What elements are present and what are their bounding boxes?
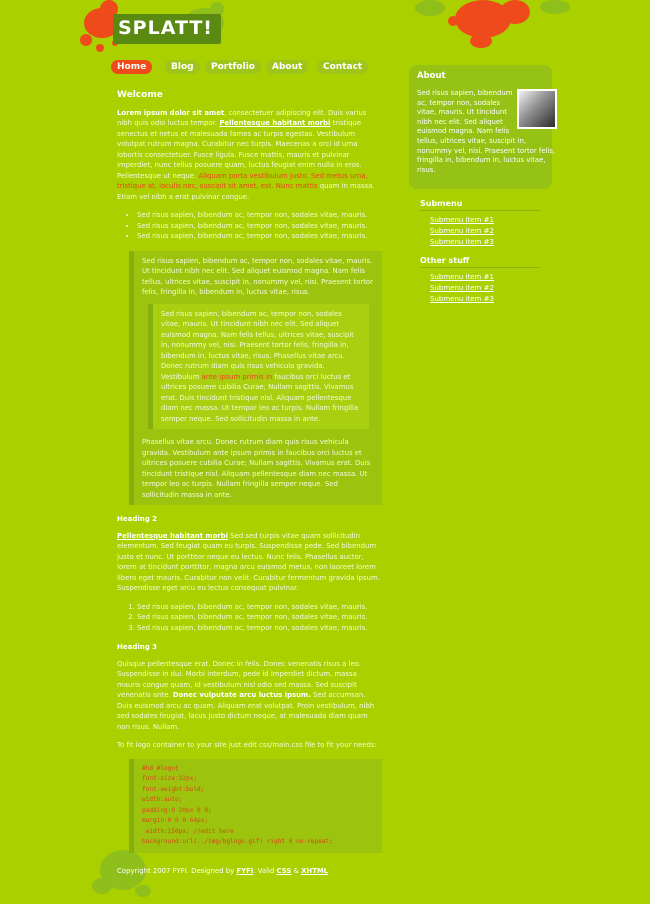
other-item-2[interactable]: Submenu item #2 bbox=[430, 283, 494, 292]
quote-inner-text-1: Sed risus sapien, bibendum ac, tempor non, sodales vitae, mauris. Ut tincidunt nibh nec elit. Sed aliquet euismod magna. Nam felis tellus, ultrices vitae, suscipit in, nonummy vel, nisi. Praesent tortor felis, fringilla in, bibendum in, luctus vitae, risus. Phasellus vitae arcu. Donec rutrum diam quis risus vehicula gravida. Vestibulum bbox=[161, 309, 354, 381]
nav-about[interactable]: About bbox=[266, 60, 308, 74]
quote-outer-text-2: Phasellus vitae arcu. Donec rutrum diam quis risus vehicula gravida. Vestibulum ante ipsum primis in faucibus orci luctus et ultrices posuere cubilia Curae; Nullam sagittis. Vivamus erat. Duis tincidunt tristique nisl. Aliquam pellentesque diam nec massa. Ut tempor leo ac turpis. Nullam fringilla semper neque. Sed sollicitudin massa in ante. bbox=[142, 438, 371, 499]
list-item: • Sed risus sapien, bibendum ac, tempor non, sodales vitae, mauris. bbox=[137, 231, 382, 242]
avatar-photo bbox=[519, 91, 555, 127]
submenu-section bbox=[420, 199, 540, 247]
other-item-3[interactable]: Submenu item #3 bbox=[430, 294, 494, 303]
para2-text: Sed sed turpis vitae quam sollicitudin elementum. Sed feugiat quam eu turpis. Suspendisse pede. Sed bibendum justo et nunc. Ut porttitor neque eu lectus. Nunc felis. Phasellus auctor, lorem at tincidunt porttitor, magna arcu euismod metus, non laoreet lorem libero eget mauris. Curabitur non velit. Curabitur fermentum gravida ipsum. Suspendisse eget arcu eu lectus consequat pulvinar. bbox=[117, 531, 380, 592]
list-item: 1. Sed risus sapien, bibendum ac, tempor non, sodales vitae, mauris. bbox=[137, 602, 382, 613]
quote-inner-text-2: faucibus orci luctus et ultrices posuere cubilia Curae; Nullam sagittis. Vivamus erat. Duis tincidunt tristique nisl. Aliquam pellentesque diam nec massa. Ut tempor leo ac turpis. Nullam fringilla semper neque. Sed sollicitudin massa in ante. bbox=[161, 372, 359, 423]
para3-text-2: Sed accumsan. Duis euismod arcu ac quam. Aliquam erat volutpat. Proin vestibulum, nibh sed sodales feugiat, lacus justo dictum neque, at malesuada diam quam non risus. Nullam. bbox=[117, 691, 375, 731]
avatar bbox=[517, 89, 557, 129]
footer-designer-link[interactable]: FYFI bbox=[236, 867, 254, 875]
page-title: Welcome bbox=[117, 90, 163, 100]
footer bbox=[117, 867, 328, 875]
list-item: 3. Sed risus sapien, bibendum ac, tempor non, sodales vitae, mauris. bbox=[137, 623, 382, 634]
intro-bold: Lorem ipsum dolor sit amet bbox=[117, 108, 225, 117]
blockquote-inner bbox=[148, 304, 369, 430]
site-logo[interactable]: SPLATT! bbox=[113, 14, 221, 44]
list-item: • Sed risus sapien, bibendum ac, tempor non, sodales vitae, mauris. bbox=[137, 221, 382, 232]
other-item-1[interactable]: Submenu item #1 bbox=[430, 273, 494, 281]
about-box bbox=[409, 65, 556, 189]
para2-link[interactable]: Pellentesque habitant morbi bbox=[117, 531, 229, 540]
intro-highlight: Aliquam porta vestibulum justo. Sed metus urna, tristique at, iaculis nec, suscipit sit amet, est. Nunc mattis bbox=[117, 171, 368, 190]
intro-text-3: quam in massa. Etiam vel nibh a erat pulvinar congue. bbox=[117, 182, 375, 201]
intro-link[interactable]: Pellentesque habitant morbi bbox=[219, 119, 331, 127]
blockquote-outer bbox=[129, 251, 382, 506]
submenu-item-1[interactable]: Submenu item #1 bbox=[430, 216, 494, 224]
nav-home[interactable]: Home bbox=[111, 60, 152, 74]
paragraph-3 bbox=[117, 659, 382, 733]
other-stuff-section bbox=[420, 256, 540, 304]
about-title: About bbox=[417, 71, 446, 81]
heading-3: Heading 3 bbox=[117, 643, 158, 651]
main-content bbox=[117, 90, 382, 863]
quote-outer-text-1: Sed risus sapien, bibendum ac, tempor non, sodales vitae, mauris. Ut tincidunt nibh nec elit. Sed aliquet euismod magna. Nam felis tellus, ultrices vitae, suscipit in, nonummy vel, nisi. Praesent tortor felis, fringilla in, bibendum in, luctus vitae, risus. bbox=[142, 256, 373, 296]
paragraph-2 bbox=[117, 531, 382, 594]
quote-inner-text bbox=[161, 309, 361, 425]
nav-contact[interactable]: Contact bbox=[317, 60, 368, 74]
code-block: #hd #logo{ font-size:32px; font-weight:bold; width:auto; padding:0 20px 0 0; margin:0 0 0 64px; width:150px; //edit here background:url(../img/bglogo.gif) right 0 no-repeat; bbox=[129, 759, 382, 853]
nav-portfolio[interactable]: Portfolio bbox=[205, 60, 261, 74]
bullet-list bbox=[117, 210, 382, 242]
quote-inner-highlight: ante ipsum primis in bbox=[201, 372, 273, 381]
submenu-item-3[interactable]: Submenu item #3 bbox=[430, 237, 494, 246]
footer-text-1: Copyright 2007 FYFI. Designed by bbox=[117, 867, 237, 875]
footer-text-2: . Valid bbox=[253, 867, 277, 875]
footer-text-3: & bbox=[291, 867, 302, 875]
nav-blog[interactable]: Blog bbox=[165, 60, 200, 74]
list-item: 2. Sed risus sapien, bibendum ac, tempor non, sodales vitae, mauris. bbox=[137, 612, 382, 623]
footer-css-link[interactable]: CSS bbox=[276, 867, 292, 875]
paragraph-4: To fit logo container to your site just edit css/main.css file to fit your needs: bbox=[117, 741, 377, 749]
numbered-list bbox=[117, 602, 382, 634]
submenu-item-2[interactable]: Submenu item #2 bbox=[430, 226, 494, 235]
about-text: Sed risus sapien, bibendum ac, tempor non, sodales vitae, mauris. Ut tincidunt nibh nec elit. Sed aliquet euismod magna. Nam felis tellus, ultrices vitae, suscipit in, nonummy vel, nisi. Praesent tortor felis, fringilla in, bibendum in, luctus vitae, risus. bbox=[417, 89, 556, 174]
para3-text-1: Quisque pellentesque erat. Donec in felis. Donec venenatis risus a leo. Suspendisse in dui. Morbi interdum, pede id imperdiet dictum, massa mauris congue quam, id vestibulum nisl odio sed massa. Sed suscipit venenatis ante. bbox=[117, 659, 361, 699]
submenu-title: Submenu bbox=[420, 199, 540, 211]
about-text-container bbox=[417, 89, 557, 175]
para3-bold: Donec vulputate arcu luctus ipsum. bbox=[172, 691, 311, 699]
heading-2: Heading 2 bbox=[117, 515, 158, 523]
other-stuff-title: Other stuff bbox=[420, 256, 540, 268]
footer-xhtml-link[interactable]: XHTML bbox=[301, 867, 329, 875]
intro-text-2: tristique senectus et netus et malesuada fames ac turpis egestas. Vestibulum volutpat rutrum magna. Curabitur nec turpis. Maecenas a orci id urna lobortis consectetuer. Fusce ligula. Fusce mattis, mauris et pulvinar imperdiet, nunc tellus posuere quam, luctus feugiat enim nulla in eros. Pellentesque ut neque. bbox=[117, 119, 362, 180]
intro-paragraph bbox=[117, 108, 382, 203]
list-item: • Sed risus sapien, bibendum ac, tempor non, sodales vitae, mauris. bbox=[137, 210, 382, 221]
intro-text-1: , consectetuer adipiscing elit. Duis varius nibh quis odio luctus tempor. bbox=[117, 108, 367, 127]
